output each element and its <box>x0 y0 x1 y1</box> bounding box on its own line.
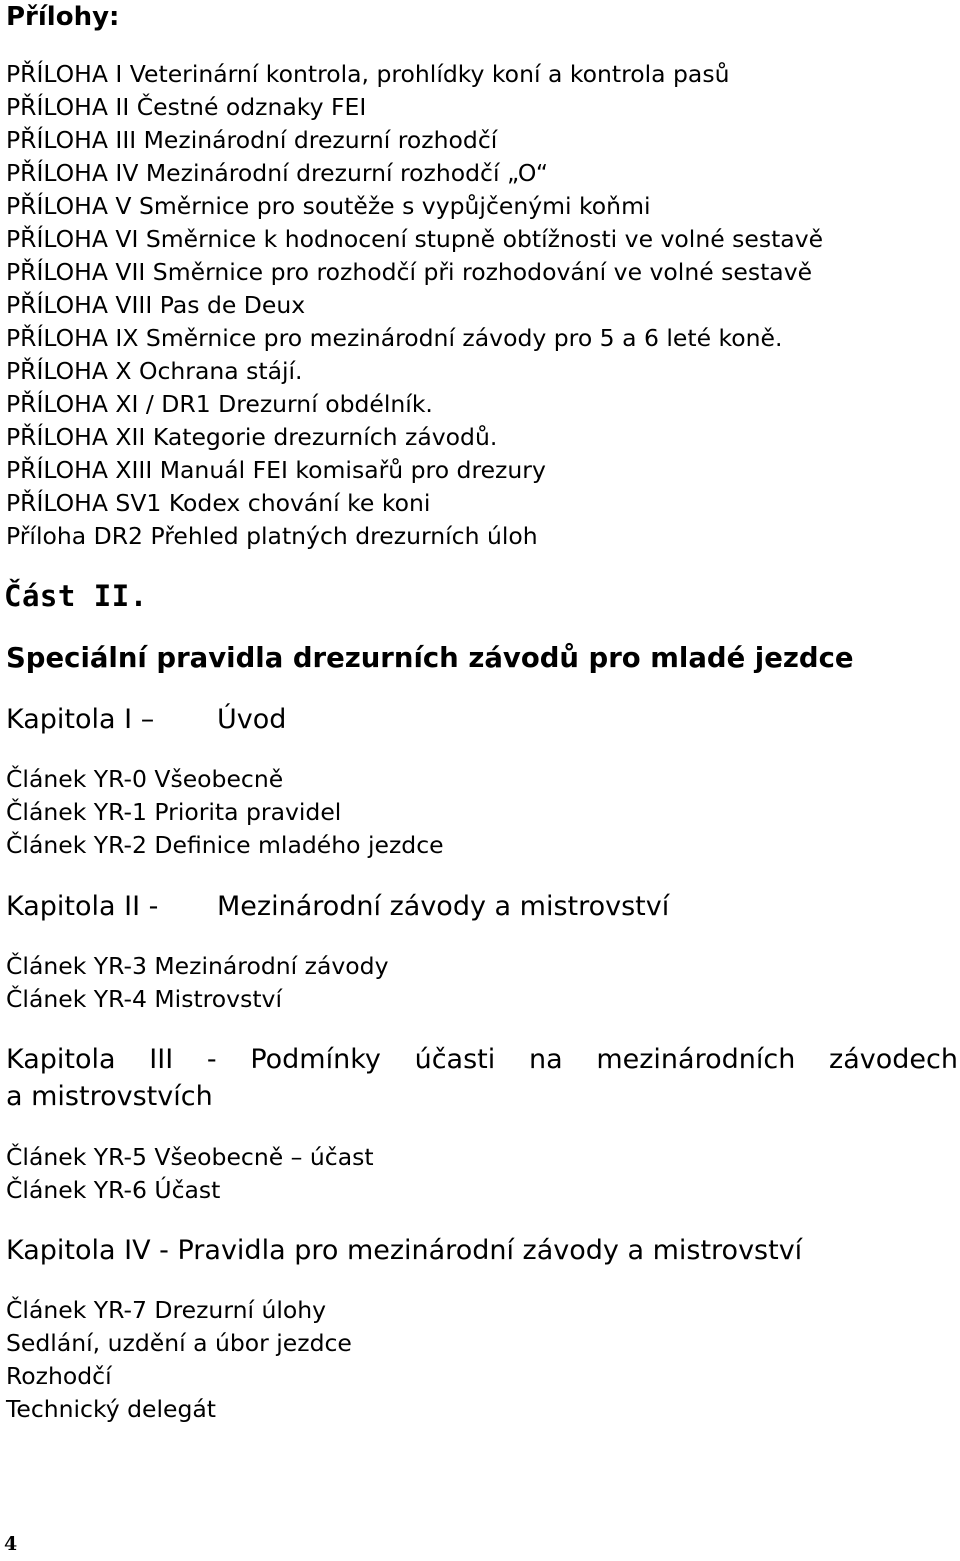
annex-item: PŘÍLOHA SV1 Kodex chování ke koni <box>6 489 431 517</box>
chapter-1-title: Úvod <box>217 704 287 735</box>
chapter-3-heading-line <box>6 1041 958 1078</box>
article-item: Rozhodčí <box>6 1362 112 1390</box>
part-title: Část II. <box>4 579 148 613</box>
annex-item: PŘÍLOHA I Veterinární kontrola, prohlídky koní a kontrola pasů <box>6 60 730 88</box>
annex-item: PŘÍLOHA II Čestné odznaky FEI <box>6 93 367 121</box>
chapter-3-word: Kapitola <box>6 1044 116 1075</box>
article-item: Článek YR-0 Všeobecně <box>6 765 284 793</box>
article-item: Článek YR-3 Mezinárodní závody <box>6 952 389 980</box>
annex-list <box>6 58 823 553</box>
article-item: Článek YR-7 Drezurní úlohy <box>6 1296 327 1324</box>
article-item: Technický delegát <box>6 1395 217 1423</box>
annex-item: PŘÍLOHA VII Směrnice pro rozhodčí při rozhodování ve volné sestavě <box>6 258 813 286</box>
chapter-1-heading <box>6 701 286 739</box>
article-item: Článek YR-4 Mistrovství <box>6 985 282 1013</box>
article-item: Článek YR-2 Definice mladého jezdce <box>6 831 444 859</box>
annex-item: PŘÍLOHA III Mezinárodní drezurní rozhodčí <box>6 126 498 154</box>
chapter-1-number: Kapitola I – <box>6 704 155 735</box>
chapter-3-heading-continuation: a mistrovstvích <box>6 1081 213 1112</box>
annex-item: PŘÍLOHA VIII Pas de Deux <box>6 291 306 319</box>
chapter-3-word: účasti <box>414 1044 496 1075</box>
section-title: Speciální pravidla drezurních závodů pro mladé jezdce <box>6 642 854 674</box>
chapter-2-heading <box>6 888 669 926</box>
chapter-2-title: Mezinárodní závody a mistrovství <box>217 891 670 922</box>
annex-item: PŘÍLOHA VI Směrnice k hodnocení stupně obtížnosti ve volné sestavě <box>6 225 824 253</box>
article-item: Sedlání, uzdění a úbor jezdce <box>6 1329 352 1357</box>
annex-item: PŘÍLOHA IV Mezinárodní drezurní rozhodčí „O“ <box>6 159 549 187</box>
chapter-1-articles <box>6 763 444 862</box>
chapter-3-word: III <box>149 1044 174 1075</box>
chapter-2-number: Kapitola II - <box>6 891 159 922</box>
annex-item: PŘÍLOHA XI / DR1 Drezurní obdélník. <box>6 390 433 418</box>
article-item: Článek YR-6 Účast <box>6 1176 221 1204</box>
article-item: Článek YR-1 Priorita pravidel <box>6 798 342 826</box>
chapter-4-articles <box>6 1294 352 1426</box>
chapter-3-heading <box>6 1041 958 1115</box>
chapter-2-articles <box>6 950 388 1016</box>
chapter-3-word: Podmínky <box>250 1044 381 1075</box>
annex-item: PŘÍLOHA V Směrnice pro soutěže s vypůjčenými koňmi <box>6 192 651 220</box>
article-item: Článek YR-5 Všeobecně – účast <box>6 1143 374 1171</box>
page-number: 4 <box>4 1533 18 1555</box>
chapter-3-word: závodech <box>829 1044 958 1075</box>
annex-item: PŘÍLOHA XII Kategorie drezurních závodů. <box>6 423 498 451</box>
chapter-3-word: - <box>206 1044 217 1075</box>
chapter-4-heading: Kapitola IV - Pravidla pro mezinárodní závody a mistrovství <box>6 1235 803 1266</box>
chapter-3-word: mezinárodních <box>596 1044 796 1075</box>
chapter-3-articles <box>6 1141 374 1207</box>
chapter-3-word: na <box>528 1044 563 1075</box>
annex-item: PŘÍLOHA XIII Manuál FEI komisařů pro drezury <box>6 456 546 484</box>
annex-item: Příloha DR2 Přehled platných drezurních úloh <box>6 522 538 550</box>
annex-item: PŘÍLOHA X Ochrana stájí. <box>6 357 303 385</box>
annexes-heading: Přílohy: <box>6 2 120 32</box>
annex-item: PŘÍLOHA IX Směrnice pro mezinárodní závody pro 5 a 6 leté koně. <box>6 324 783 352</box>
